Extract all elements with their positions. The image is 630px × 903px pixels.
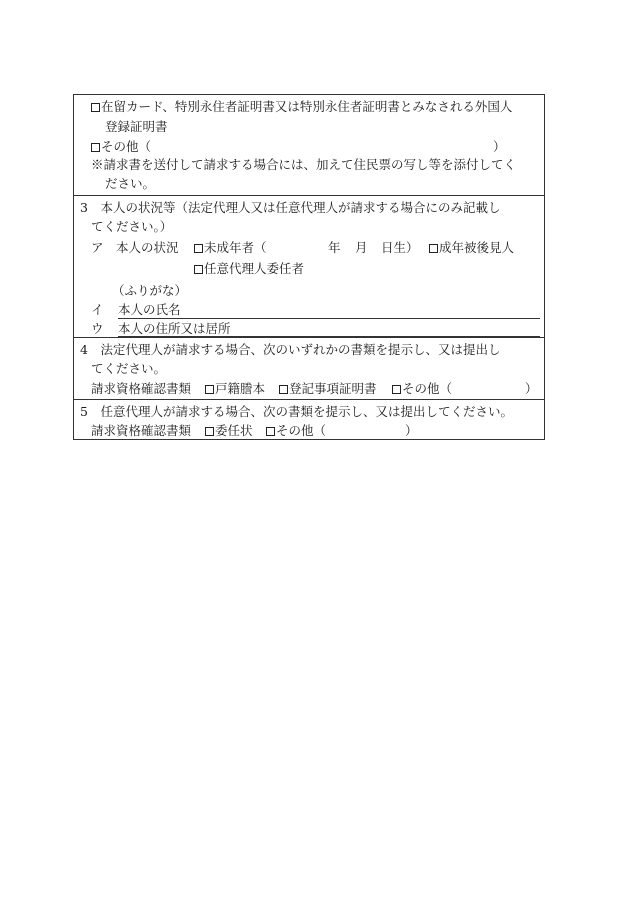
section-voluntary-agent xyxy=(74,400,544,439)
voluntary-agent-option[interactable] xyxy=(194,263,304,276)
family-register-checkbox[interactable] xyxy=(205,385,214,394)
mail-request-note-cont: ださい。 xyxy=(105,176,156,191)
voluntary-agent-label: 任意代理人委任者 xyxy=(204,261,305,276)
power-of-attorney-option[interactable] xyxy=(205,425,253,438)
other-doc-close-paren: ） xyxy=(493,139,506,154)
registry-cert-label: 登記事項証明書 xyxy=(289,381,377,396)
section4-heading: 4 法定代理人が請求する場合、次のいずれかの書類を提示し、又は提出し xyxy=(80,342,501,357)
minor-option[interactable] xyxy=(194,242,267,255)
birth-month-label: 月 xyxy=(355,240,368,255)
section-legal-agent xyxy=(74,338,544,400)
power-of-attorney-checkbox[interactable] xyxy=(205,427,214,436)
section5-heading: 5 任意代理人が請求する場合、次の書類を提示し、又は提出してください。 xyxy=(80,404,513,419)
minor-label: 未成年者（ xyxy=(204,240,267,255)
registry-cert-option[interactable] xyxy=(279,383,377,396)
legal-agent-other-label: その他（ xyxy=(402,381,453,396)
residence-card-option[interactable] xyxy=(91,101,512,114)
residence-card-checkbox[interactable] xyxy=(91,103,100,112)
request-form-table xyxy=(73,94,545,440)
residence-card-label: 在留カード、特別永住者証明書又は特別永住者証明書とみなされる外国人 xyxy=(101,99,513,114)
adult-guardian-label: 成年被後見人 xyxy=(439,240,515,255)
principal-status-label: ア 本人の状況 xyxy=(91,240,179,255)
section-principal-status xyxy=(74,196,544,338)
adult-guardian-option[interactable] xyxy=(429,242,514,255)
other-doc-label: その他（ xyxy=(101,139,152,154)
legal-agent-other-close: ） xyxy=(525,381,538,396)
adult-guardian-checkbox[interactable] xyxy=(429,244,438,253)
birth-day-label: 日生） xyxy=(381,240,419,255)
section3-heading-cont: てください。） xyxy=(91,219,173,234)
residence-card-label-cont: 登録証明書 xyxy=(105,119,168,134)
registry-cert-checkbox[interactable] xyxy=(279,385,288,394)
principal-address-underline[interactable] xyxy=(118,336,540,337)
furigana-label: （ふりがな） xyxy=(112,283,188,298)
voluntary-agent-docs-label: 請求資格確認書類 xyxy=(91,423,192,438)
birth-year-label: 年 xyxy=(328,240,341,255)
address-prefix: ウ xyxy=(91,321,104,336)
power-of-attorney-label: 委任状 xyxy=(215,423,253,438)
voluntary-agent-other-label: その他（ xyxy=(276,423,327,438)
family-register-option[interactable] xyxy=(205,383,265,396)
mail-request-note: ※請求書を送付して請求する場合には、加えて住民票の写し等を添付してく xyxy=(91,157,517,172)
name-prefix: イ xyxy=(91,302,104,317)
other-doc-option[interactable] xyxy=(91,141,151,154)
minor-checkbox[interactable] xyxy=(194,244,203,253)
section4-heading-cont: てください。 xyxy=(91,361,167,376)
voluntary-agent-other-option[interactable] xyxy=(266,425,326,438)
voluntary-agent-other-checkbox[interactable] xyxy=(266,427,275,436)
voluntary-agent-checkbox[interactable] xyxy=(194,265,203,274)
section3-heading: 3 本人の状況等（法定代理人又は任意代理人が請求する場合にのみ記載し xyxy=(80,200,501,215)
legal-agent-other-option[interactable] xyxy=(392,383,452,396)
principal-name-underline[interactable] xyxy=(118,318,540,319)
family-register-label: 戸籍謄本 xyxy=(215,381,266,396)
other-doc-checkbox[interactable] xyxy=(91,143,100,152)
legal-agent-other-checkbox[interactable] xyxy=(392,385,401,394)
voluntary-agent-other-close: ） xyxy=(405,423,418,438)
legal-agent-docs-label: 請求資格確認書類 xyxy=(91,381,192,396)
principal-address-label: 本人の住所又は居所 xyxy=(118,321,231,336)
principal-name-label: 本人の氏名 xyxy=(118,302,181,317)
section-id-documents xyxy=(74,95,544,196)
